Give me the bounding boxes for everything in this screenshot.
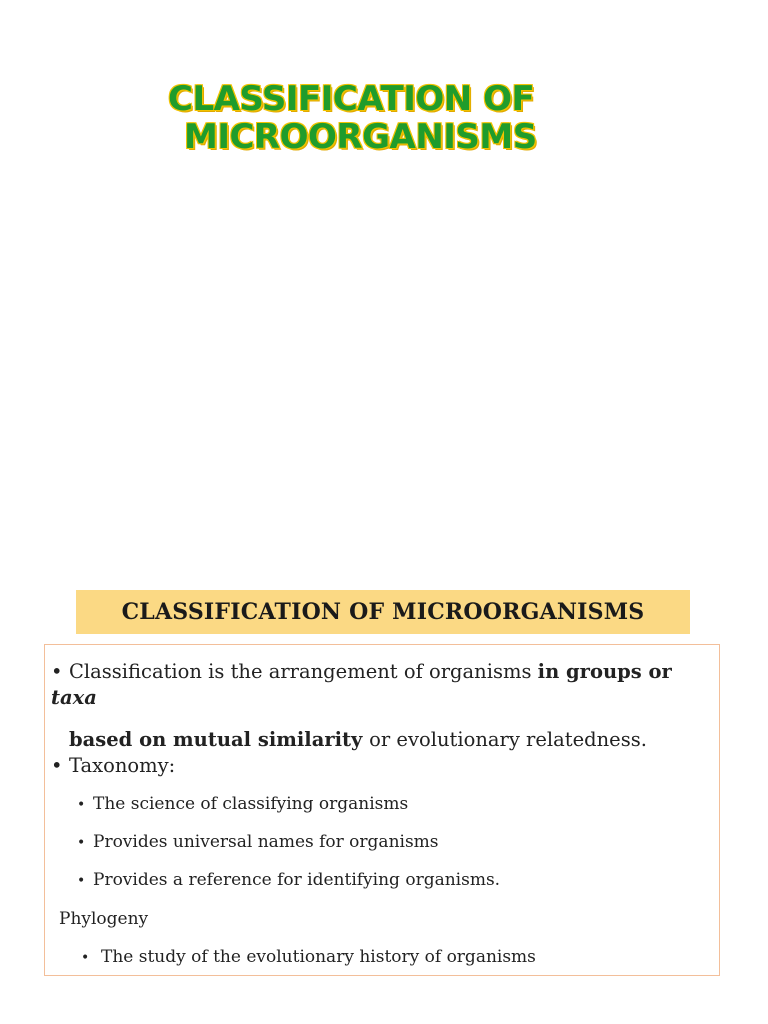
taxa-term: taxa xyxy=(51,686,97,709)
bullet-dot: • xyxy=(51,754,63,777)
taxonomy-item xyxy=(77,793,408,816)
taxonomy-item-text: Provides a reference for identifying organisms. xyxy=(93,870,501,890)
taxonomy-item-text: Provides universal names for organisms xyxy=(93,832,439,852)
bullet-dot: • xyxy=(51,660,63,683)
title-slide-heading xyxy=(168,80,568,156)
bullet-classification-text-2: in groups or xyxy=(537,660,672,683)
phylogeny-item xyxy=(81,946,536,969)
phylogeny-heading: Phylogeny xyxy=(59,909,149,929)
section-header-text: CLASSIFICATION OF MICROORGANISMS xyxy=(121,599,645,625)
phylogeny-item-text: The study of the evolutionary history of organisms xyxy=(101,947,536,967)
taxonomy-item xyxy=(77,869,500,892)
bullet-classification-text-4: or evolutionary relatedness. xyxy=(369,728,647,751)
title-line-2: MICROORGANISMS xyxy=(184,117,537,157)
bullet-classification-text-1: Classification is the arrangement of organisms xyxy=(69,660,538,683)
sub-bullet-dot: • xyxy=(77,835,86,851)
sub-bullet-dot: • xyxy=(81,950,90,966)
title-line-1: CLASSIFICATION OF xyxy=(168,79,535,119)
section-header-banner xyxy=(76,590,690,634)
bullet-classification xyxy=(51,659,711,753)
taxonomy-item-text: The science of classifying organisms xyxy=(93,794,409,814)
taxonomy-item xyxy=(77,831,439,854)
content-box xyxy=(44,644,720,976)
sub-bullet-dot: • xyxy=(77,797,86,813)
bullet-taxonomy-text: Taxonomy: xyxy=(69,754,176,777)
sub-bullet-dot: • xyxy=(77,873,86,889)
bullet-classification-line-2 xyxy=(51,727,711,753)
bullet-taxonomy xyxy=(51,753,175,779)
bullet-classification-text-3: based on mutual similarity xyxy=(69,728,370,751)
